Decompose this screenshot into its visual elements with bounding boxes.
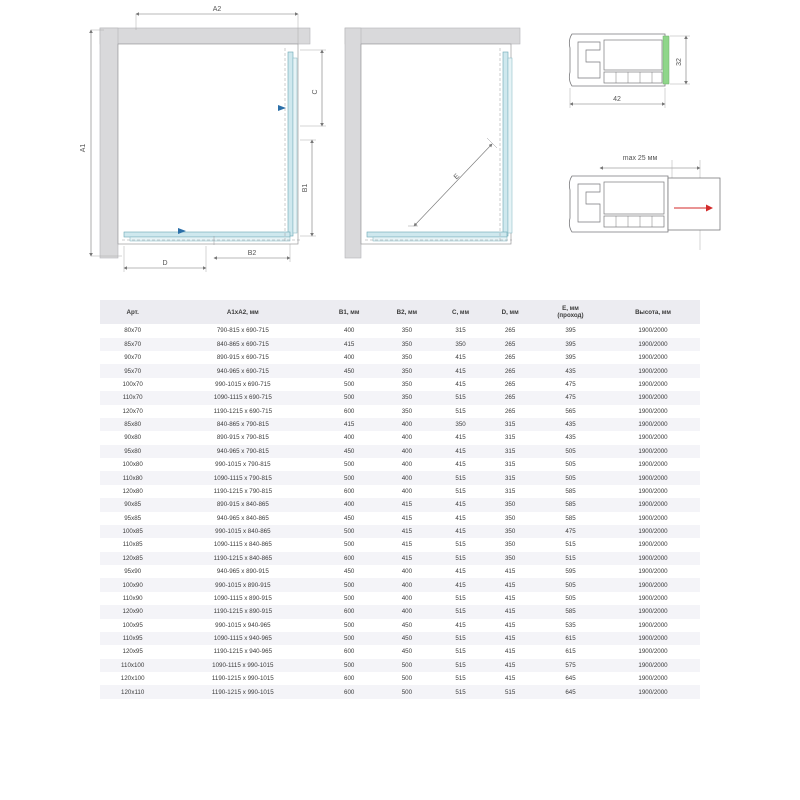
table-row (100, 685, 700, 698)
table-row (100, 538, 700, 551)
table-cell-высотамм: 1900/2000 (638, 541, 668, 549)
table-row (100, 485, 700, 498)
table-cell-dмм: 265 (504, 354, 516, 362)
table-cell-в2мм: 350 (401, 394, 413, 402)
table-row (100, 418, 700, 431)
table-cell-в2мм: 400 (401, 421, 413, 429)
table-cell-в2мм: 350 (401, 327, 413, 335)
table-cell-в2мм: 400 (401, 474, 413, 482)
table-cell-в2мм: 350 (401, 354, 413, 362)
table-cell-еммпроход: 515 (565, 541, 576, 549)
table-cell-а1ха2мм: 1090-1115 х 690-715 (213, 394, 272, 402)
table-cell-еммпроход: 645 (565, 675, 576, 683)
table-cell-арт: 95х90 (124, 568, 142, 576)
table-cell-арт: 95х70 (124, 367, 142, 375)
table-cell-смм: 515 (455, 675, 466, 683)
table-cell-в1мм: 500 (344, 380, 355, 388)
table-cell-dмм: 415 (504, 621, 516, 629)
table-cell-высотамм: 1900/2000 (638, 380, 668, 388)
table-cell-dмм: 350 (504, 554, 516, 562)
table-cell-еммпроход: 575 (565, 661, 576, 669)
label-b1: B1 (302, 183, 309, 193)
table-cell-еммпроход: 585 (565, 514, 576, 522)
label-e: E (452, 172, 462, 182)
table-cell-в1мм: 500 (344, 461, 355, 469)
table-cell-смм: 350 (455, 340, 466, 348)
table-cell-еммпроход: 565 (565, 407, 576, 415)
label-b2: B2 (247, 250, 257, 257)
table-cell-еммпроход: 435 (565, 434, 576, 442)
table-cell-в2мм: 400 (401, 487, 413, 495)
label-d: D (162, 260, 168, 267)
table-cell-в1мм: 415 (344, 340, 355, 348)
table-cell-высотамм: 1900/2000 (638, 461, 668, 469)
table-cell-в1мм: 600 (344, 554, 355, 562)
table-cell-в2мм: 400 (401, 447, 413, 455)
table-cell-в1мм: 500 (344, 528, 355, 536)
table-cell-арт: 110х95 (122, 635, 143, 643)
table-cell-арт: 100х85 (122, 528, 143, 536)
technical-drawing (0, 0, 800, 290)
table-cell-еммпроход: 505 (565, 447, 576, 455)
table-row (100, 512, 700, 525)
table-cell-высотамм: 1900/2000 (638, 354, 668, 362)
table-cell-еммпроход: 535 (565, 621, 576, 629)
table-cell-а1ха2мм: 1090-1115 х 940-965 (213, 635, 272, 643)
table-cell-в2мм: 415 (401, 541, 413, 549)
table-cell-высотамм: 1900/2000 (638, 675, 668, 683)
table-cell-dмм: 265 (504, 394, 516, 402)
table-cell-арт: 110х80 (122, 474, 143, 482)
table-row (100, 324, 700, 337)
table-cell-в1мм: 400 (344, 327, 355, 335)
table-cell-а1ха2мм: 790-815 х 690-715 (216, 327, 269, 335)
table-cell-в2мм: 450 (401, 621, 413, 629)
table-cell-смм: 415 (455, 568, 466, 576)
table-row (100, 632, 700, 645)
table-cell-высотамм: 1900/2000 (638, 581, 668, 589)
table-cell-арт: 85х80 (124, 421, 142, 429)
table-cell-в1мм: 500 (344, 661, 355, 669)
table-cell-dмм: 415 (504, 675, 516, 683)
table-cell-а1ха2мм: 1190-1215 х 840-865 (213, 554, 273, 562)
table-cell-высотамм: 1900/2000 (638, 487, 668, 495)
table-cell-арт: 90х70 (124, 354, 142, 362)
table-cell-еммпроход: 515 (565, 554, 576, 562)
table-cell-в2мм: 350 (401, 380, 413, 388)
table-cell-еммпроход: 435 (565, 367, 576, 375)
table-cell-арт: 110х90 (122, 594, 143, 602)
table-cell-арт: 90х85 (124, 501, 142, 509)
label-a2: A2 (212, 6, 222, 13)
table-cell-еммпроход: 505 (565, 474, 576, 482)
table-cell-еммпроход: 615 (565, 635, 576, 643)
table-row (100, 378, 700, 391)
table-cell-а1ха2мм: 990-1015 х 690-715 (215, 380, 271, 388)
table-row (100, 592, 700, 605)
table-cell-еммпроход: 475 (565, 380, 576, 388)
dimensions-table (100, 300, 700, 699)
table-cell-еммпроход: 585 (565, 487, 576, 495)
table-cell-смм: 515 (455, 487, 466, 495)
table-cell-еммпроход: 505 (565, 461, 576, 469)
table-cell-в1мм: 450 (344, 568, 355, 576)
table-cell-в1мм: 500 (344, 474, 355, 482)
table-cell-смм: 415 (455, 434, 466, 442)
table-cell-еммпроход: 645 (565, 688, 576, 696)
table-cell-в2мм: 450 (401, 635, 413, 643)
table-cell-арт: 110х85 (122, 541, 143, 549)
table-cell-а1ха2мм: 990-1015 х 840-865 (215, 528, 271, 536)
table-cell-смм: 415 (455, 367, 466, 375)
table-body (100, 324, 700, 699)
table-cell-а1ха2мм: 890-915 х 840-865 (216, 501, 269, 509)
table-cell-в2мм: 415 (401, 514, 413, 522)
th-art: Арт. (100, 300, 165, 324)
table-cell-а1ха2мм: 1190-1215 х 790-815 (213, 487, 273, 495)
table-cell-в2мм: 500 (401, 675, 413, 683)
table-cell-а1ха2мм: 1190-1215 х 690-715 (213, 407, 273, 415)
table-cell-смм: 515 (455, 648, 466, 656)
table-row (100, 364, 700, 377)
table-cell-арт: 120х70 (122, 407, 143, 415)
table-cell-высотамм: 1900/2000 (638, 635, 668, 643)
table-cell-смм: 415 (455, 461, 466, 469)
table-cell-а1ха2мм: 940-965 х 890-915 (216, 568, 269, 576)
table-cell-высотамм: 1900/2000 (638, 554, 668, 562)
table-cell-dмм: 265 (504, 367, 516, 375)
table-cell-а1ха2мм: 1190-1215 х 890-915 (213, 608, 273, 616)
table-cell-смм: 415 (455, 621, 466, 629)
table-cell-dмм: 350 (504, 501, 516, 509)
table-cell-в1мм: 500 (344, 541, 355, 549)
table-cell-dмм: 415 (504, 608, 516, 616)
table-cell-в1мм: 400 (344, 501, 355, 509)
table-cell-смм: 415 (455, 514, 466, 522)
table-cell-в2мм: 415 (401, 501, 413, 509)
table-row (100, 471, 700, 484)
label-profile-width: 42 (613, 96, 621, 103)
table-row (100, 659, 700, 672)
table-cell-dмм: 265 (504, 380, 516, 388)
table-cell-а1ха2мм: 940-965 х 690-715 (216, 367, 269, 375)
table-cell-смм: 515 (455, 608, 466, 616)
table-cell-в1мм: 500 (344, 594, 355, 602)
table-cell-смм: 415 (455, 501, 466, 509)
table-cell-в2мм: 400 (401, 594, 413, 602)
table-row (100, 458, 700, 471)
table-cell-в1мм: 400 (344, 354, 355, 362)
table-cell-в2мм: 400 (401, 568, 413, 576)
table-cell-смм: 415 (455, 581, 466, 589)
th-e: Е, мм (проход) (535, 300, 606, 324)
table-cell-dмм: 315 (504, 447, 516, 455)
table-cell-смм: 515 (455, 407, 466, 415)
table-cell-еммпроход: 475 (565, 528, 576, 536)
table-cell-высотамм: 1900/2000 (638, 648, 668, 656)
table-cell-dмм: 315 (504, 474, 516, 482)
table-cell-а1ха2мм: 1090-1115 х 990-1015 (212, 661, 274, 669)
table-cell-dмм: 315 (504, 421, 516, 429)
table-cell-в2мм: 500 (401, 688, 413, 696)
table-cell-в2мм: 450 (401, 648, 413, 656)
table-row (100, 552, 700, 565)
table-cell-в2мм: 400 (401, 461, 413, 469)
table-cell-dмм: 315 (504, 461, 516, 469)
table-cell-в1мм: 450 (344, 367, 355, 375)
dimensions-table-container (100, 300, 700, 699)
table-cell-еммпроход: 505 (565, 594, 576, 602)
table-row (100, 498, 700, 511)
label-c: C (312, 89, 319, 95)
table-cell-в1мм: 415 (344, 421, 355, 429)
table-cell-в1мм: 500 (344, 394, 355, 402)
table-cell-смм: 415 (455, 380, 466, 388)
table-cell-в1мм: 600 (344, 487, 355, 495)
table-cell-еммпроход: 615 (565, 648, 576, 656)
table-cell-dмм: 515 (504, 688, 516, 696)
table-cell-dмм: 415 (504, 581, 516, 589)
table-cell-еммпроход: 435 (565, 421, 576, 429)
table-cell-смм: 515 (455, 594, 466, 602)
table-cell-арт: 110х70 (122, 394, 143, 402)
table-cell-еммпроход: 475 (565, 394, 576, 402)
table-cell-еммпроход: 395 (565, 340, 576, 348)
table-cell-арт: 85х70 (124, 340, 142, 348)
table-cell-dмм: 415 (504, 568, 516, 576)
table-cell-высотамм: 1900/2000 (638, 568, 668, 576)
table-cell-в1мм: 500 (344, 581, 355, 589)
table-cell-в2мм: 415 (401, 554, 413, 562)
label-max-adjust: max 25 мм (622, 155, 658, 162)
table-cell-dмм: 315 (504, 487, 516, 495)
table-cell-смм: 515 (455, 661, 466, 669)
table-cell-в2мм: 350 (401, 367, 413, 375)
table-cell-в1мм: 450 (344, 447, 355, 455)
table-cell-высотамм: 1900/2000 (638, 661, 668, 669)
table-row (100, 405, 700, 418)
table-cell-а1ха2мм: 1190-1215 х 940-965 (213, 648, 273, 656)
table-cell-dмм: 415 (504, 648, 516, 656)
table-cell-смм: 515 (455, 394, 466, 402)
table-cell-в1мм: 500 (344, 621, 355, 629)
table-cell-еммпроход: 395 (565, 327, 576, 335)
table-cell-dмм: 265 (504, 327, 516, 335)
table-row (100, 445, 700, 458)
table-cell-арт: 110х100 (121, 661, 145, 669)
table-cell-смм: 515 (455, 474, 466, 482)
table-cell-а1ха2мм: 990-1015 х 940-965 (215, 621, 271, 629)
table-cell-высотамм: 1900/2000 (638, 621, 668, 629)
table-row (100, 431, 700, 444)
table-cell-еммпроход: 585 (565, 608, 576, 616)
th-b1: В1, мм (320, 300, 378, 324)
table-row (100, 619, 700, 632)
th-b2: В2, мм (378, 300, 436, 324)
table-cell-в2мм: 350 (401, 340, 413, 348)
table-cell-dмм: 265 (504, 340, 516, 348)
table-cell-в2мм: 350 (401, 407, 413, 415)
table-cell-смм: 515 (455, 541, 466, 549)
profile-section-bottom (569, 155, 720, 250)
table-cell-еммпроход: 395 (565, 354, 576, 362)
th-c: С, мм (436, 300, 486, 324)
table-cell-а1ха2мм: 890-915 х 790-815 (216, 434, 269, 442)
table-cell-высотамм: 1900/2000 (638, 394, 668, 402)
table-cell-смм: 415 (455, 447, 466, 455)
table-cell-арт: 100х70 (122, 380, 143, 388)
table-cell-в1мм: 500 (344, 635, 355, 643)
table-cell-арт: 120х85 (122, 554, 143, 562)
table-cell-а1ха2мм: 990-1015 х 890-915 (215, 581, 271, 589)
table-row (100, 672, 700, 685)
table-cell-dмм: 350 (504, 541, 516, 549)
table-cell-арт: 80х70 (124, 327, 142, 335)
table-cell-смм: 415 (455, 354, 466, 362)
table-cell-dмм: 415 (504, 635, 516, 643)
table-cell-в1мм: 600 (344, 648, 355, 656)
table-cell-в2мм: 415 (401, 528, 413, 536)
table-cell-смм: 415 (455, 528, 466, 536)
table-cell-арт: 95х80 (124, 447, 142, 455)
table-cell-в2мм: 500 (401, 661, 413, 669)
label-profile-height: 32 (676, 58, 683, 66)
table-row (100, 338, 700, 351)
th-d: D, мм (485, 300, 535, 324)
table-cell-высотамм: 1900/2000 (638, 608, 668, 616)
table-cell-dмм: 315 (504, 434, 516, 442)
table-cell-dмм: 350 (504, 514, 516, 522)
table-cell-высотамм: 1900/2000 (638, 367, 668, 375)
table-row (100, 565, 700, 578)
table-row (100, 645, 700, 658)
table-cell-dмм: 350 (504, 528, 516, 536)
table-cell-высотамм: 1900/2000 (638, 447, 668, 455)
table-cell-арт: 100х90 (122, 581, 143, 589)
table-cell-арт: 120х80 (122, 487, 143, 495)
table-cell-dмм: 415 (504, 661, 516, 669)
table-cell-в2мм: 400 (401, 581, 413, 589)
table-cell-еммпроход: 595 (565, 568, 576, 576)
table-cell-еммпроход: 585 (565, 501, 576, 509)
table-cell-арт: 120х95 (122, 648, 143, 656)
table-cell-а1ха2мм: 940-965 х 840-865 (216, 514, 269, 522)
th-height: Высота, мм (606, 300, 700, 324)
table-cell-а1ха2мм: 1190-1215 х 990-1015 (211, 688, 274, 696)
table-cell-смм: 515 (455, 688, 466, 696)
table-cell-высотамм: 1900/2000 (638, 688, 668, 696)
table-header-row (100, 300, 700, 324)
table-cell-высотамм: 1900/2000 (638, 474, 668, 482)
table-cell-а1ха2мм: 940-965 х 790-815 (216, 447, 269, 455)
table-row (100, 525, 700, 538)
profile-section-top (569, 34, 690, 108)
table-cell-смм: 515 (455, 635, 466, 643)
table-cell-высотамм: 1900/2000 (638, 434, 668, 442)
table-cell-в2мм: 400 (401, 608, 413, 616)
table-cell-смм: 515 (455, 554, 466, 562)
table-cell-dмм: 265 (504, 407, 516, 415)
plan-view-left (80, 6, 326, 272)
table-cell-арт: 95х85 (124, 514, 142, 522)
th-a1a2: А1хА2, мм (165, 300, 320, 324)
table-cell-арт: 120х90 (122, 608, 143, 616)
table-cell-смм: 350 (455, 421, 466, 429)
label-a1: A1 (80, 143, 87, 153)
table-cell-а1ха2мм: 1190-1215 х 990-1015 (211, 675, 274, 683)
table-cell-в1мм: 600 (344, 688, 355, 696)
table-cell-арт: 100х95 (122, 621, 143, 629)
table-cell-высотамм: 1900/2000 (638, 501, 668, 509)
table-cell-в1мм: 400 (344, 434, 355, 442)
table-cell-в2мм: 400 (401, 434, 413, 442)
table-row (100, 351, 700, 364)
table-cell-арт: 100х80 (122, 461, 143, 469)
table-row (100, 391, 700, 404)
table-cell-а1ха2мм: 840-865 х 690-715 (216, 340, 269, 348)
table-cell-высотамм: 1900/2000 (638, 421, 668, 429)
table-row (100, 605, 700, 618)
table-cell-а1ха2мм: 1090-1115 х 790-815 (213, 474, 272, 482)
table-cell-арт: 120х110 (121, 688, 145, 696)
table-cell-высотамм: 1900/2000 (638, 514, 668, 522)
table-row (100, 578, 700, 591)
table-cell-высотамм: 1900/2000 (638, 528, 668, 536)
table-cell-высотамм: 1900/2000 (638, 327, 668, 335)
table-cell-dмм: 415 (504, 594, 516, 602)
table-cell-в1мм: 600 (344, 675, 355, 683)
table-cell-а1ха2мм: 1090-1115 х 840-865 (213, 541, 272, 549)
table-cell-в1мм: 600 (344, 608, 355, 616)
table-cell-высотамм: 1900/2000 (638, 594, 668, 602)
table-cell-а1ха2мм: 840-865 х 790-815 (216, 421, 269, 429)
table-cell-а1ха2мм: 890-915 х 690-715 (216, 354, 269, 362)
table-cell-а1ха2мм: 1090-1115 х 890-915 (213, 594, 272, 602)
table-cell-высотамм: 1900/2000 (638, 340, 668, 348)
table-cell-а1ха2мм: 990-1015 х 790-815 (215, 461, 271, 469)
table-cell-еммпроход: 505 (565, 581, 576, 589)
plan-view-middle (345, 28, 520, 258)
table-cell-арт: 120х100 (120, 675, 145, 683)
table-cell-в1мм: 450 (344, 514, 355, 522)
table-cell-в1мм: 600 (344, 407, 355, 415)
table-cell-высотамм: 1900/2000 (638, 407, 668, 415)
table-cell-смм: 315 (455, 327, 466, 335)
table-cell-арт: 90х80 (124, 434, 142, 442)
